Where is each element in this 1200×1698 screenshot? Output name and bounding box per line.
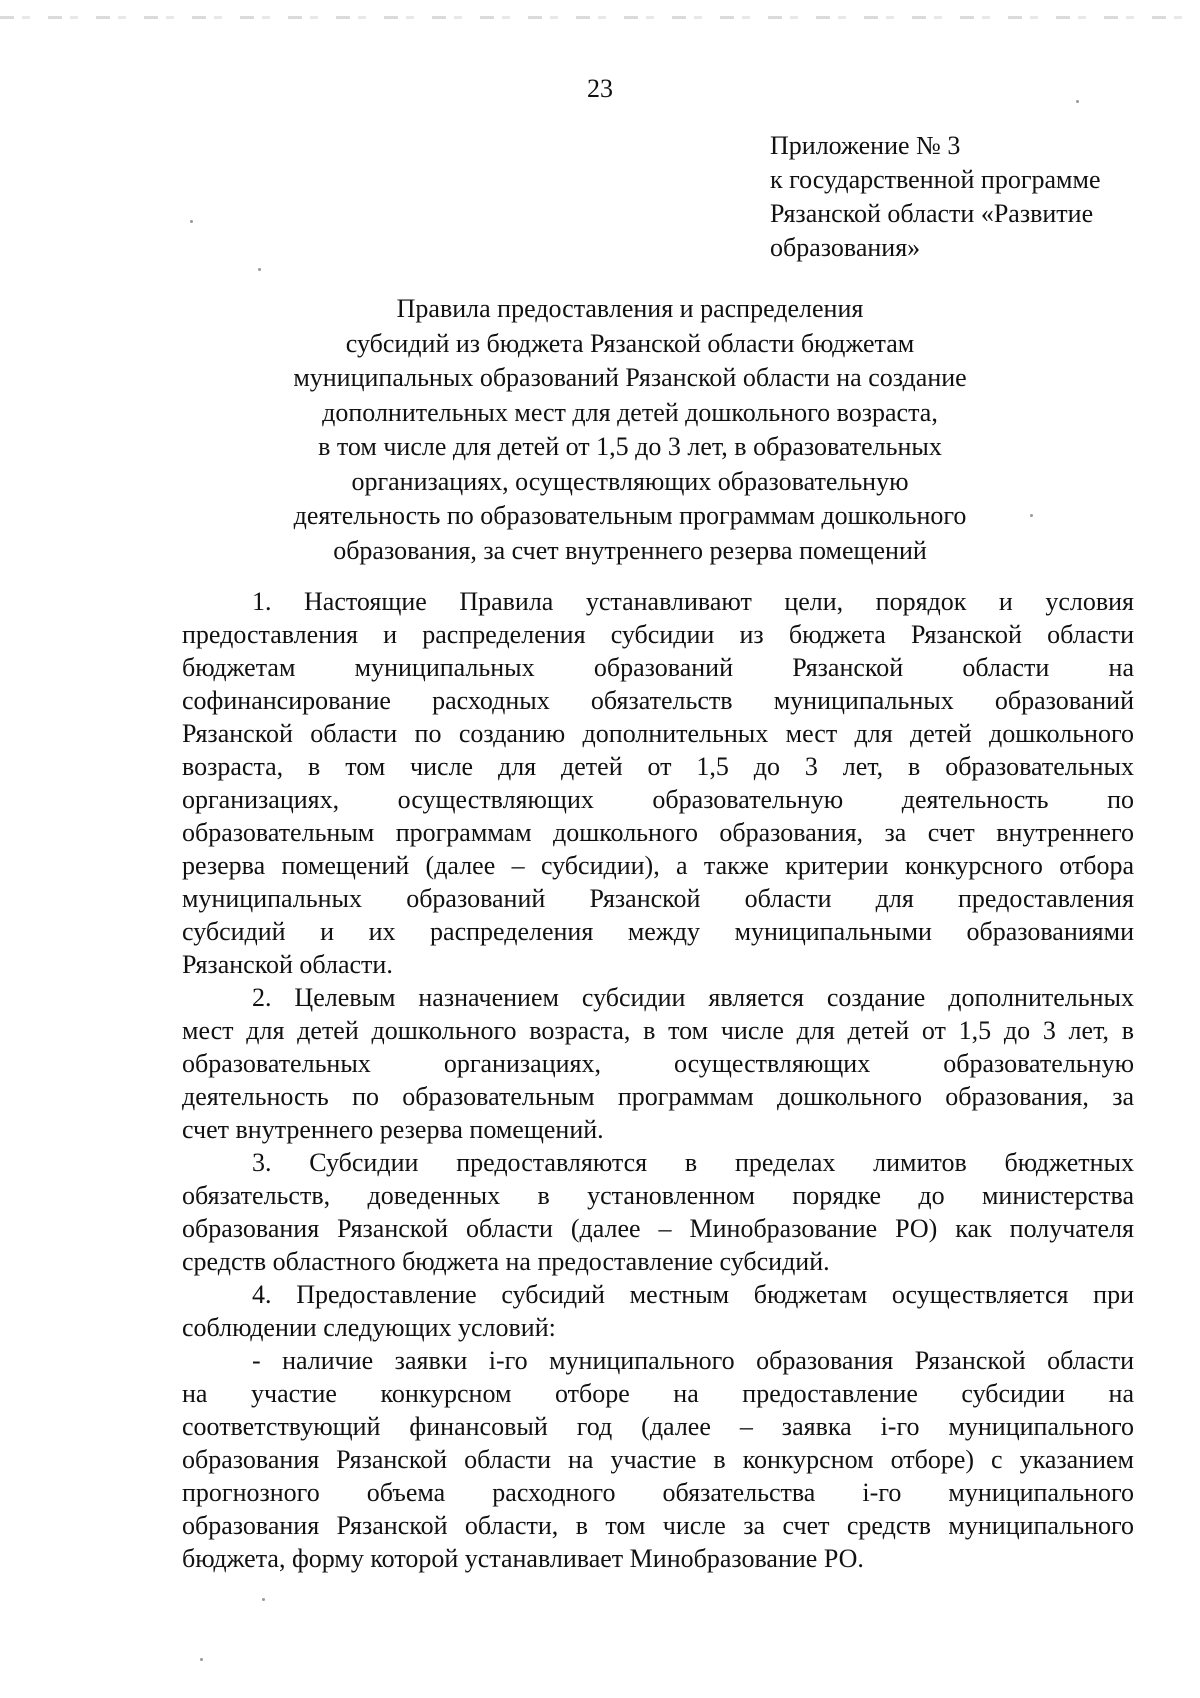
paragraph-3-line: средств областного бюджета на предоставление субсидий. [182, 1247, 830, 1276]
paragraph-1-line: предоставления и распределения субсидии из бюджета Рязанской области [182, 620, 1134, 649]
scan-speck [200, 1658, 203, 1661]
condition-item-line: на участие конкурсном отборе на предоставление субсидии на [182, 1379, 1134, 1408]
title-line: Правила предоставления и распределения [396, 294, 864, 323]
appendix-line: Рязанской области «Развитие [770, 199, 1094, 228]
paragraph-1-line: Рязанской области по созданию дополнительных мест для детей дошкольного [182, 719, 1134, 748]
condition-item-line: - наличие заявки i-го муниципального образования Рязанской области [252, 1346, 1134, 1375]
paragraph-3-line: обязательств, доведенных в установленном порядке до министерства [182, 1181, 1134, 1210]
scan-artifact-top [0, 16, 1200, 19]
condition-item-line: соответствующий финансовый год (далее – заявка i-го муниципального [182, 1412, 1134, 1441]
paragraph-2-line: мест для детей дошкольного возраста, в том числе для детей от 1,5 до 3 лет, в [182, 1016, 1134, 1045]
paragraph-1-line: резерва помещений (далее – субсидии), а также критерии конкурсного отбора [182, 851, 1134, 880]
paragraph-2-line: образовательных организациях, осуществляющих образовательную [182, 1049, 1134, 1078]
title-line: дополнительных мест для детей дошкольного возраста, [322, 397, 938, 427]
appendix-line: образования» [770, 233, 921, 262]
paragraph-4-line: 4. Предоставление субсидий местным бюджетам осуществляется при [252, 1280, 1134, 1309]
paragraph-2-line: деятельность по образовательным программам дошкольного образования, за [182, 1082, 1134, 1111]
document-body [182, 585, 1134, 1575]
paragraph-1-line: Рязанской области. [182, 950, 393, 979]
paragraph-1-line: субсидий и их распределения между муниципальными образованиями [182, 917, 1134, 946]
condition-item-line: образования Рязанской области на участие в конкурсном отборе) с указанием [182, 1445, 1134, 1474]
paragraph-2-line: счет внутреннего резерва помещений. [182, 1115, 604, 1144]
paragraph-2-line: 2. Целевым назначением субсидии является создание дополнительных [252, 983, 1134, 1012]
scan-speck [258, 268, 261, 271]
paragraph-1-line: софинансирование расходных обязательств муниципальных образований [182, 686, 1134, 715]
title-line: деятельность по образовательным программам дошкольного [293, 501, 967, 530]
page-number: 23 [587, 74, 613, 103]
paragraph-1-line: образовательным программам дошкольного образования, за счет внутреннего [182, 818, 1134, 847]
condition-item-line: прогнозного объема расходного обязательства i-го муниципального [182, 1478, 1134, 1507]
scan-speck [262, 1598, 265, 1601]
condition-item-line: бюджета, форму которой устанавливает Минобразование РО. [182, 1544, 864, 1573]
condition-item-line: образования Рязанской области, в том числе за счет средств муниципального [182, 1511, 1134, 1540]
paragraph-4-line: соблюдении следующих условий: [182, 1313, 556, 1342]
title-line: организациях, осуществляющих образовательную [351, 466, 909, 496]
paragraph-1-line: муниципальных образований Рязанской области для предоставления [182, 884, 1134, 913]
paragraph-1-line: бюджетам муниципальных образований Рязанской области на [182, 653, 1134, 682]
appendix-header [770, 129, 1190, 265]
title-line: образования, за счет внутреннего резерва помещений [333, 535, 927, 565]
scan-speck [190, 220, 193, 223]
paragraph-3-line: 3. Субсидии предоставляются в пределах лимитов бюджетных [252, 1148, 1134, 1177]
document-title [150, 292, 1110, 568]
paragraph-3-line: образования Рязанской области (далее – Минобразование РО) как получателя [182, 1214, 1134, 1243]
paragraph-1-line: возраста, в том числе для детей от 1,5 до 3 лет, в образовательных [182, 752, 1134, 781]
title-line: муниципальных образований Рязанской области на создание [293, 363, 967, 392]
title-line: субсидий из бюджета Рязанской области бюджетам [345, 328, 915, 358]
paragraph-1-line: организациях, осуществляющих образовательную деятельность по [182, 785, 1134, 814]
paragraph-1-line: 1. Настоящие Правила устанавливают цели, порядок и условия [252, 587, 1134, 616]
appendix-line: к государственной программе [770, 165, 1101, 194]
title-line: в том числе для детей от 1,5 до 3 лет, в образовательных [318, 432, 942, 461]
appendix-line: Приложение № 3 [770, 131, 961, 160]
